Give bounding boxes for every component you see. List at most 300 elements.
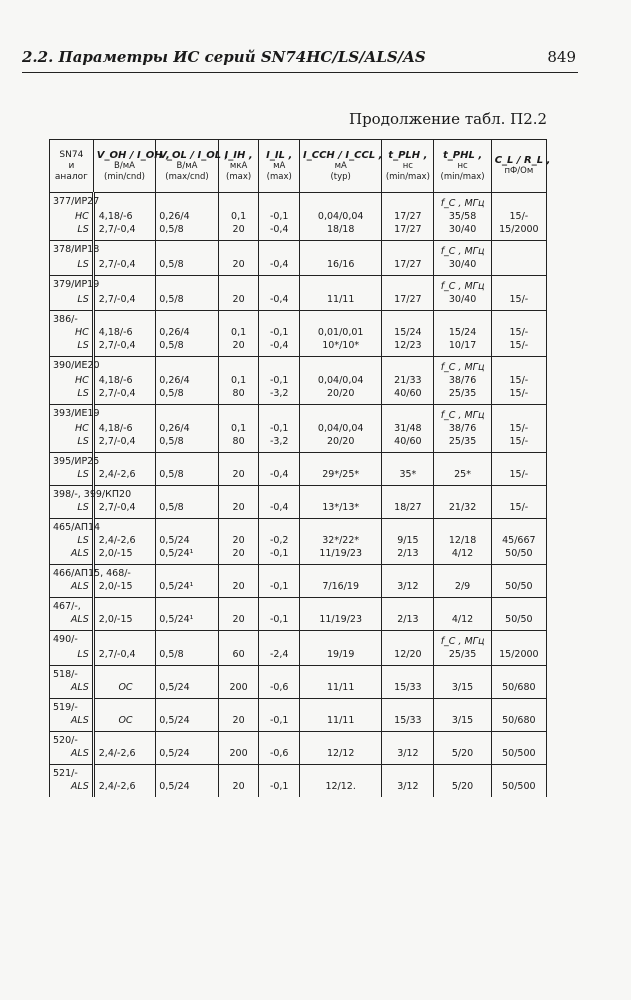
cell-spacer <box>218 405 259 423</box>
cell-spacer <box>382 765 434 781</box>
fc-label: f_C , МГц <box>434 241 491 259</box>
cell-spacer <box>259 699 300 715</box>
cell-cl-rl: 15/- <box>491 326 546 339</box>
chip-name: 490/- <box>50 631 94 649</box>
cell-spacer <box>259 793 300 797</box>
cell-tplh: 21/33 <box>382 374 434 387</box>
cell-iih: 200 <box>218 747 259 760</box>
cell-iil: -0,1 <box>259 422 300 435</box>
cell-cl-rl: 50/50 <box>491 613 546 626</box>
cell-voh: 2,4/-2,6 <box>93 780 156 793</box>
cell-cl-rl: 15/- <box>491 468 546 481</box>
cell-tplh: 3/12 <box>382 747 434 760</box>
cell-icc: 0,04/0,04 <box>300 374 382 387</box>
cell-spacer <box>491 793 546 797</box>
cell-cl-rl: 15/- <box>491 374 546 387</box>
cell-iil: -0,1 <box>259 547 300 560</box>
table-row <box>50 223 547 236</box>
series-label: LS <box>50 468 94 481</box>
table-row <box>50 422 547 435</box>
cell-spacer <box>156 276 219 294</box>
cell-spacer <box>218 276 259 294</box>
cell-icc: 7/16/19 <box>300 580 382 593</box>
group-spacer <box>50 793 547 797</box>
cell-icc: 0,04/0,04 <box>300 210 382 223</box>
table-group-header <box>50 666 547 682</box>
cell-spacer <box>93 699 156 715</box>
cell-iih: 200 <box>218 681 259 694</box>
cell-spacer <box>259 631 300 649</box>
cell-spacer <box>218 765 259 781</box>
cell-spacer <box>300 666 382 682</box>
series-label: LS <box>50 648 94 661</box>
cell-spacer <box>300 405 382 423</box>
cell-voh: 2,7/-0,4 <box>93 223 156 236</box>
table-row <box>50 374 547 387</box>
cell-spacer <box>93 598 156 614</box>
cell-spacer <box>382 241 434 259</box>
cell-voh: 4,18/-6 <box>93 422 156 435</box>
cell-spacer <box>218 486 259 502</box>
cell-spacer <box>491 276 546 294</box>
cell-spacer <box>259 193 300 211</box>
cell-tplh: 2/13 <box>382 613 434 626</box>
cell-iil: -0,4 <box>259 339 300 352</box>
cell-spacer <box>93 193 156 211</box>
cell-cl-rl: 15/2000 <box>491 648 546 661</box>
cell-tphl: 30/40 <box>434 293 491 306</box>
cell-spacer <box>93 793 156 797</box>
table-row <box>50 258 547 271</box>
cell-spacer <box>156 598 219 614</box>
cell-tphl: 5/20 <box>434 747 491 760</box>
cell-voh: 4,18/-6 <box>93 374 156 387</box>
table-header-row <box>50 140 547 193</box>
cell-icc: 11/19/23 <box>300 613 382 626</box>
cell-vol: 0,5/8 <box>156 387 219 400</box>
cell-spacer <box>491 732 546 748</box>
table-row <box>50 387 547 400</box>
cell-vol: 0,5/24 <box>156 747 219 760</box>
cell-spacer <box>434 519 491 535</box>
chip-name: 390/ИЕ20 <box>50 357 94 375</box>
table-row <box>50 780 547 793</box>
cell-icc: 20/20 <box>300 387 382 400</box>
cell-tplh: 17/27 <box>382 293 434 306</box>
cell-voh: 2,7/-0,4 <box>93 435 156 448</box>
cell-spacer <box>218 357 259 375</box>
col-header-iil: I_IL , мА (max) <box>259 140 300 193</box>
cell-voh: 2,0/-15 <box>93 613 156 626</box>
cell-iih: 20 <box>218 580 259 593</box>
cell-icc: 18/18 <box>300 223 382 236</box>
cell-iil: -0,1 <box>259 714 300 727</box>
cell-spacer <box>93 405 156 423</box>
cell-spacer <box>259 311 300 327</box>
series-label: LS <box>50 435 94 448</box>
cell-spacer <box>382 453 434 469</box>
series-label: ALS <box>50 780 94 793</box>
cell-tphl: 3/15 <box>434 681 491 694</box>
chip-name: 398/-, 399/КП20 <box>50 486 94 502</box>
cell-vol: 0,26/4 <box>156 326 219 339</box>
table-row <box>50 613 547 626</box>
series-label: ALS <box>50 714 94 727</box>
cell-spacer <box>156 666 219 682</box>
cell-voh: 2,0/-15 <box>93 547 156 560</box>
cell-spacer <box>218 666 259 682</box>
series-label: ALS <box>50 747 94 760</box>
table-group-header <box>50 598 547 614</box>
cell-spacer <box>259 765 300 781</box>
cell-iil: -0,1 <box>259 374 300 387</box>
series-label: HC <box>50 374 94 387</box>
series-label: LS <box>50 534 94 547</box>
cell-spacer <box>300 357 382 375</box>
cell-vol: 0,5/8 <box>156 435 219 448</box>
cell-vol: 0,5/24 <box>156 780 219 793</box>
cell-spacer <box>434 598 491 614</box>
cell-tphl: 3/15 <box>434 714 491 727</box>
cell-icc: 12/12. <box>300 780 382 793</box>
cell-spacer <box>434 311 491 327</box>
cell-spacer <box>218 793 259 797</box>
cell-spacer <box>491 311 546 327</box>
cell-tplh: 12/23 <box>382 339 434 352</box>
cell-cl-rl: 15/- <box>491 210 546 223</box>
fc-label: f_C , МГц <box>434 631 491 649</box>
table-row <box>50 435 547 448</box>
cell-spacer <box>300 765 382 781</box>
table-row <box>50 681 547 694</box>
cell-spacer <box>491 486 546 502</box>
cell-iil: -0,1 <box>259 613 300 626</box>
cell-cl-rl: 15/- <box>491 293 546 306</box>
page-number: 849 <box>547 48 576 66</box>
series-label: HC <box>50 326 94 339</box>
cell-spacer <box>156 699 219 715</box>
cell-tplh: 17/27 <box>382 223 434 236</box>
cell-icc: 0,01/0,01 <box>300 326 382 339</box>
cell-voh: 2,7/-0,4 <box>93 293 156 306</box>
col-header-tplh: t_PLH , нс (min/max) <box>382 140 434 193</box>
cell-vol: 0,5/24 <box>156 714 219 727</box>
cell-spacer <box>491 666 546 682</box>
cell-spacer <box>259 405 300 423</box>
cell-icc: 20/20 <box>300 435 382 448</box>
table-row <box>50 468 547 481</box>
table-continuation-caption: Продолжение табл. П2.2 <box>349 110 548 128</box>
cell-spacer <box>491 405 546 423</box>
header-rule <box>22 72 578 73</box>
cell-tplh: 18/27 <box>382 501 434 514</box>
cell-spacer <box>156 565 219 581</box>
cell-spacer <box>156 486 219 502</box>
cell-spacer <box>382 699 434 715</box>
cell-vol: 0,5/24¹ <box>156 613 219 626</box>
cell-spacer <box>259 276 300 294</box>
cell-spacer <box>156 519 219 535</box>
cell-voh: 2,7/-0,4 <box>93 339 156 352</box>
table-group-header <box>50 241 547 259</box>
cell-icc: 11/11 <box>300 714 382 727</box>
cell-iil: -0,1 <box>259 210 300 223</box>
col-header-tphl: t_PHL , нс (min/max) <box>434 140 491 193</box>
table-row <box>50 501 547 514</box>
cell-spacer <box>300 565 382 581</box>
cell-icc: 16/16 <box>300 258 382 271</box>
table-row <box>50 547 547 560</box>
cell-spacer <box>156 765 219 781</box>
cell-tphl: 25/35 <box>434 387 491 400</box>
cell-spacer <box>491 598 546 614</box>
table-group-header <box>50 311 547 327</box>
cell-tphl: 25/35 <box>434 435 491 448</box>
cell-spacer <box>156 793 219 797</box>
cell-icc: 13*/13* <box>300 501 382 514</box>
cell-spacer <box>93 241 156 259</box>
chip-name: 466/АП15, 468/- <box>50 565 94 581</box>
cell-voh: 2,4/-2,6 <box>93 534 156 547</box>
cell-spacer <box>259 453 300 469</box>
cell-spacer <box>382 732 434 748</box>
cell-spacer <box>434 765 491 781</box>
cell-vol: 0,26/4 <box>156 374 219 387</box>
cell-vol: 0,5/8 <box>156 223 219 236</box>
col-header-iih: I_IH , мкА (max) <box>218 140 259 193</box>
cell-tphl: 21/32 <box>434 501 491 514</box>
cell-spacer <box>218 241 259 259</box>
cell-spacer <box>382 631 434 649</box>
cell-tplh: 35* <box>382 468 434 481</box>
cell-voh: 2,7/-0,4 <box>93 501 156 514</box>
cell-iil: -0,4 <box>259 468 300 481</box>
cell-tphl: 2/9 <box>434 580 491 593</box>
cell-spacer <box>300 631 382 649</box>
cell-spacer <box>434 453 491 469</box>
cell-spacer <box>218 311 259 327</box>
cell-tphl: 4/12 <box>434 613 491 626</box>
cell-iih: 0,1 <box>218 210 259 223</box>
cell-spacer <box>434 732 491 748</box>
fc-label: f_C , МГц <box>434 276 491 294</box>
cell-iil: -3,2 <box>259 435 300 448</box>
cell-spacer <box>300 486 382 502</box>
cell-tphl: 38/76 <box>434 374 491 387</box>
cell-icc: 11/11 <box>300 681 382 694</box>
cell-spacer <box>300 241 382 259</box>
cell-spacer <box>382 793 434 797</box>
cell-voh: OC <box>93 681 156 694</box>
cell-spacer <box>491 357 546 375</box>
cell-spacer <box>156 311 219 327</box>
fc-label: f_C , МГц <box>434 193 491 211</box>
cell-cl-rl: 45/667 <box>491 534 546 547</box>
cell-spacer <box>156 732 219 748</box>
table-group-header <box>50 193 547 211</box>
cell-voh: 2,0/-15 <box>93 580 156 593</box>
cell-tplh: 3/12 <box>382 580 434 593</box>
cell-vol: 0,5/8 <box>156 258 219 271</box>
cell-iil: -0,4 <box>259 501 300 514</box>
cell-vol: 0,26/4 <box>156 210 219 223</box>
fc-label: f_C , МГц <box>434 357 491 375</box>
cell-iih: 20 <box>218 714 259 727</box>
cell-tphl: 12/18 <box>434 534 491 547</box>
cell-tplh: 15/33 <box>382 714 434 727</box>
chip-name: 521/- <box>50 765 94 781</box>
cell-voh: OC <box>93 714 156 727</box>
cell-iih: 20 <box>218 613 259 626</box>
cell-spacer <box>218 699 259 715</box>
cell-spacer <box>259 732 300 748</box>
chip-name: 377/ИР27 <box>50 193 94 211</box>
series-label: ALS <box>50 681 94 694</box>
cell-iil: -0,1 <box>259 326 300 339</box>
cell-iil: -0,1 <box>259 580 300 593</box>
cell-tplh: 17/27 <box>382 258 434 271</box>
cell-spacer <box>218 519 259 535</box>
cell-cl-rl: 50/680 <box>491 681 546 694</box>
cell-tplh: 15/33 <box>382 681 434 694</box>
cell-cl-rl: 15/- <box>491 422 546 435</box>
chip-name: 519/- <box>50 699 94 715</box>
cell-spacer <box>382 666 434 682</box>
cell-voh: 2,7/-0,4 <box>93 258 156 271</box>
series-label: LS <box>50 258 94 271</box>
cell-iil: -2,4 <box>259 648 300 661</box>
cell-tphl: 4/12 <box>434 547 491 560</box>
cell-iih: 20 <box>218 339 259 352</box>
table-group-header <box>50 519 547 535</box>
cell-vol: 0,5/8 <box>156 501 219 514</box>
cell-spacer <box>382 193 434 211</box>
cell-spacer <box>218 732 259 748</box>
cell-iih: 0,1 <box>218 326 259 339</box>
cell-iih: 20 <box>218 547 259 560</box>
table-row <box>50 326 547 339</box>
cell-vol: 0,5/8 <box>156 293 219 306</box>
cell-spacer <box>382 598 434 614</box>
cell-spacer <box>491 765 546 781</box>
cell-spacer <box>491 631 546 649</box>
cell-iih: 60 <box>218 648 259 661</box>
cell-icc: 11/11 <box>300 293 382 306</box>
cell-iil: -0,6 <box>259 681 300 694</box>
cell-tplh: 31/48 <box>382 422 434 435</box>
cell-iih: 20 <box>218 258 259 271</box>
table-group-header <box>50 486 547 502</box>
cell-spacer <box>300 276 382 294</box>
cell-spacer <box>434 666 491 682</box>
cell-tplh: 15/24 <box>382 326 434 339</box>
cell-cl-rl: 50/500 <box>491 780 546 793</box>
cell-spacer <box>218 453 259 469</box>
table-row <box>50 747 547 760</box>
running-head <box>22 48 576 66</box>
cell-spacer <box>156 357 219 375</box>
cell-iil: -0,2 <box>259 534 300 547</box>
cell-icc: 29*/25* <box>300 468 382 481</box>
cell-tplh: 12/20 <box>382 648 434 661</box>
series-label: LS <box>50 223 94 236</box>
cell-tphl: 35/58 <box>434 210 491 223</box>
cell-spacer <box>156 453 219 469</box>
cell-spacer <box>259 519 300 535</box>
cell-spacer <box>300 193 382 211</box>
cell-spacer <box>382 405 434 423</box>
cell-spacer <box>382 486 434 502</box>
cell-cl-rl: 50/50 <box>491 547 546 560</box>
cell-spacer <box>93 453 156 469</box>
chip-name: 386/- <box>50 311 94 327</box>
table-group-header <box>50 357 547 375</box>
cell-icc: 32*/22* <box>300 534 382 547</box>
col-header-vol: V_OL / I_OL , В/мА (max/cnd) <box>156 140 219 193</box>
chip-name: 378/ИР18 <box>50 241 94 259</box>
cell-spacer <box>382 311 434 327</box>
cell-iil: -3,2 <box>259 387 300 400</box>
cell-tphl: 38/76 <box>434 422 491 435</box>
cell-iih: 80 <box>218 387 259 400</box>
cell-tplh: 2/13 <box>382 547 434 560</box>
cell-cl-rl: 15/- <box>491 387 546 400</box>
cell-voh: 4,18/-6 <box>93 210 156 223</box>
series-label: LS <box>50 501 94 514</box>
cell-spacer <box>259 357 300 375</box>
cell-icc: 10*/10* <box>300 339 382 352</box>
cell-cl-rl: 15/- <box>491 435 546 448</box>
table-row <box>50 339 547 352</box>
cell-iil: -0,1 <box>259 780 300 793</box>
cell-vol: 0,5/24¹ <box>156 580 219 593</box>
cell-tplh: 17/27 <box>382 210 434 223</box>
cell-spacer <box>218 598 259 614</box>
cell-spacer <box>300 311 382 327</box>
cell-tphl: 10/17 <box>434 339 491 352</box>
series-label: ALS <box>50 547 94 560</box>
cell-spacer <box>300 453 382 469</box>
cell-iih: 20 <box>218 501 259 514</box>
cell-spacer <box>93 357 156 375</box>
cell-spacer <box>491 519 546 535</box>
cell-voh: 2,7/-0,4 <box>93 648 156 661</box>
cell-iih: 20 <box>218 293 259 306</box>
cell-icc: 12/12 <box>300 747 382 760</box>
series-label: ALS <box>50 580 94 593</box>
cell-spacer <box>491 193 546 211</box>
col-header-voh: V_OH / I_OH , В/мА (min/cnd) <box>93 140 156 193</box>
col-header-type: SN74 и аналог <box>50 140 94 193</box>
cell-iih: 0,1 <box>218 374 259 387</box>
cell-cl-rl: 15/- <box>491 501 546 514</box>
cell-vol: 0,5/24 <box>156 534 219 547</box>
series-label: LS <box>50 293 94 306</box>
chip-name: 379/ИР19 <box>50 276 94 294</box>
cell-vol: 0,5/8 <box>156 468 219 481</box>
cell-spacer <box>300 519 382 535</box>
table-group-header <box>50 631 547 649</box>
cell-spacer <box>434 565 491 581</box>
cell-spacer <box>300 598 382 614</box>
cell-iih: 20 <box>218 534 259 547</box>
cell-cl-rl: 50/50 <box>491 580 546 593</box>
cell-spacer <box>434 486 491 502</box>
cell-spacer <box>259 565 300 581</box>
cell-iil: -0,4 <box>259 223 300 236</box>
series-label: LS <box>50 339 94 352</box>
cell-vol: 0,5/24¹ <box>156 547 219 560</box>
